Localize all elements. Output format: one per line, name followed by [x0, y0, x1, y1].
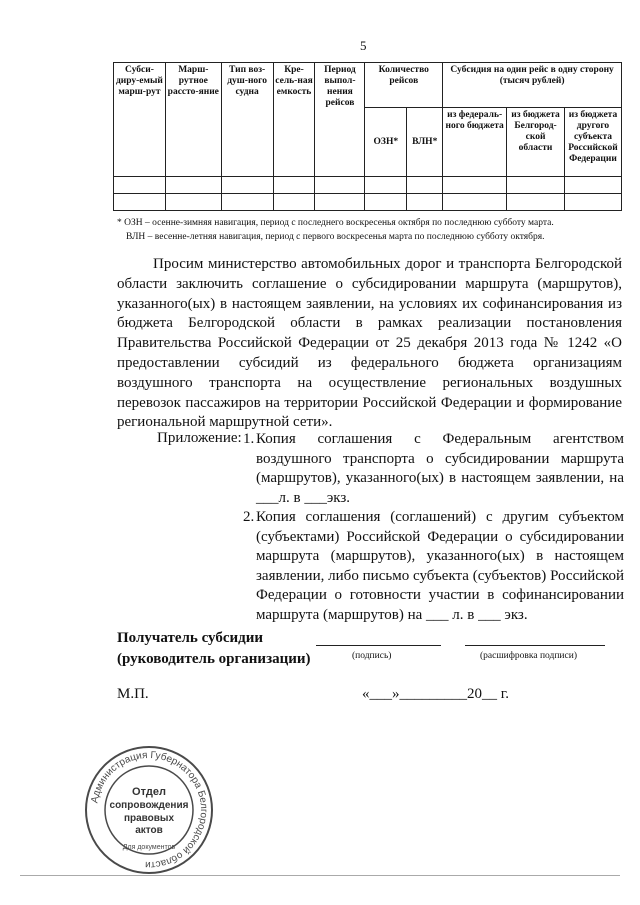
appendix-item-text: Копия соглашения с Федеральным агентством воздушного транспорта о субсидировании маршрута (маршрутов), указанного(ых) в настоящем заявлении, на ___л. в ___экз.	[256, 431, 624, 506]
appendix-item	[243, 430, 624, 508]
appendix-item-number: 2.	[243, 509, 255, 525]
th-vessel-type: Тип воз-душ-ного судна	[221, 63, 273, 177]
recipient-line2: (руководитель организации)	[117, 651, 311, 667]
footnote-ozn: * ОЗН – осенне-зимняя навигация, период с последнего воскресенья октября по последнюю субботу марта.	[117, 218, 554, 228]
th-route: Субси-диру-емый марш-рут	[114, 63, 166, 177]
th-belgorod: из бюджета Белгород-ской области	[507, 108, 565, 177]
appendix-list	[243, 430, 624, 625]
th-other-subject: из бюджета другого субъекта Российской Федерации	[564, 108, 621, 177]
seal-place: М.П.	[117, 686, 149, 702]
stamp-bottom: Для документов	[122, 844, 176, 851]
th-federal: из федераль-ного бюджета	[443, 108, 507, 177]
th-seats: Кре-сель-ная емкость	[273, 63, 315, 177]
recipient-line1: Получатель субсидии	[117, 630, 264, 646]
footnote-vln: ВЛН – весенне-летняя навигация, период с первого воскресенья марта по последнюю субботу октября.	[126, 232, 545, 242]
table-row	[114, 177, 622, 194]
recipient-label	[117, 628, 311, 670]
signature-caption: (подпись)	[352, 651, 392, 661]
th-vln: ВЛН*	[407, 108, 443, 177]
appendix-item-number: 1.	[243, 431, 255, 447]
stamp-line4: актов	[135, 825, 163, 836]
decode-line	[465, 645, 605, 646]
th-subsidy: Субсидия на один рейс в одну сторону (тысяч рублей)	[443, 63, 622, 108]
stamp-line1: Отдел	[132, 786, 166, 798]
stamp-seal	[84, 745, 214, 875]
stamp	[84, 745, 214, 880]
stamp-line3: правовых	[123, 813, 175, 824]
subsidy-table	[113, 62, 622, 211]
th-ozn: ОЗН*	[365, 108, 407, 177]
appendix-item-text: Копия соглашения (соглашений) с другим субъектом (субъектами) Российской Федерации о субсидировании маршрута (маршрутов), указанного(ых) в настоящем заявлении, либо письмо субъекта (субъектов) Российской Федерации о готовности участии в софинансировании маршрута (маршрутов) на ___ л. в ___ экз.	[256, 509, 624, 623]
table-row	[114, 194, 622, 211]
th-distance: Марш-рутное рассто-яние	[165, 63, 221, 177]
page-number: 5	[360, 38, 367, 53]
divider	[20, 875, 620, 876]
decode-caption: (расшифровка подписи)	[480, 651, 577, 661]
appendix-item	[243, 508, 624, 625]
request-text: Просим министерство автомобильных дорог и транспорта Белгородской области заключить соглашение о субсидировании маршрута (маршрутов), указанного(ых) в настоящем заявлении, на условиях их софинансирования из бюджета Белгородской области в рамках реализации постановления Правительства Российской Федерации от 25 декабря 2013 года № 1242 «О предоставлении субсидий из федерального бюджета организациям воздушного транспорта на осуществление региональных воздушных перевозок пассажиров на территории Российской Федерации и формирование региональной маршрутной сети».	[117, 256, 622, 431]
date-line: «___»_________20__ г.	[362, 686, 509, 702]
th-period: Период выпол-нения рейсов	[315, 63, 365, 177]
signature-line	[316, 645, 441, 646]
stamp-ring-text: Администрация Губернатора Белгородской области	[89, 749, 210, 871]
request-paragraph	[117, 255, 622, 433]
appendix-label: Приложение:	[157, 430, 242, 446]
th-flights-count: Количество рейсов	[365, 63, 443, 108]
stamp-line2: сопровождения	[109, 800, 189, 811]
